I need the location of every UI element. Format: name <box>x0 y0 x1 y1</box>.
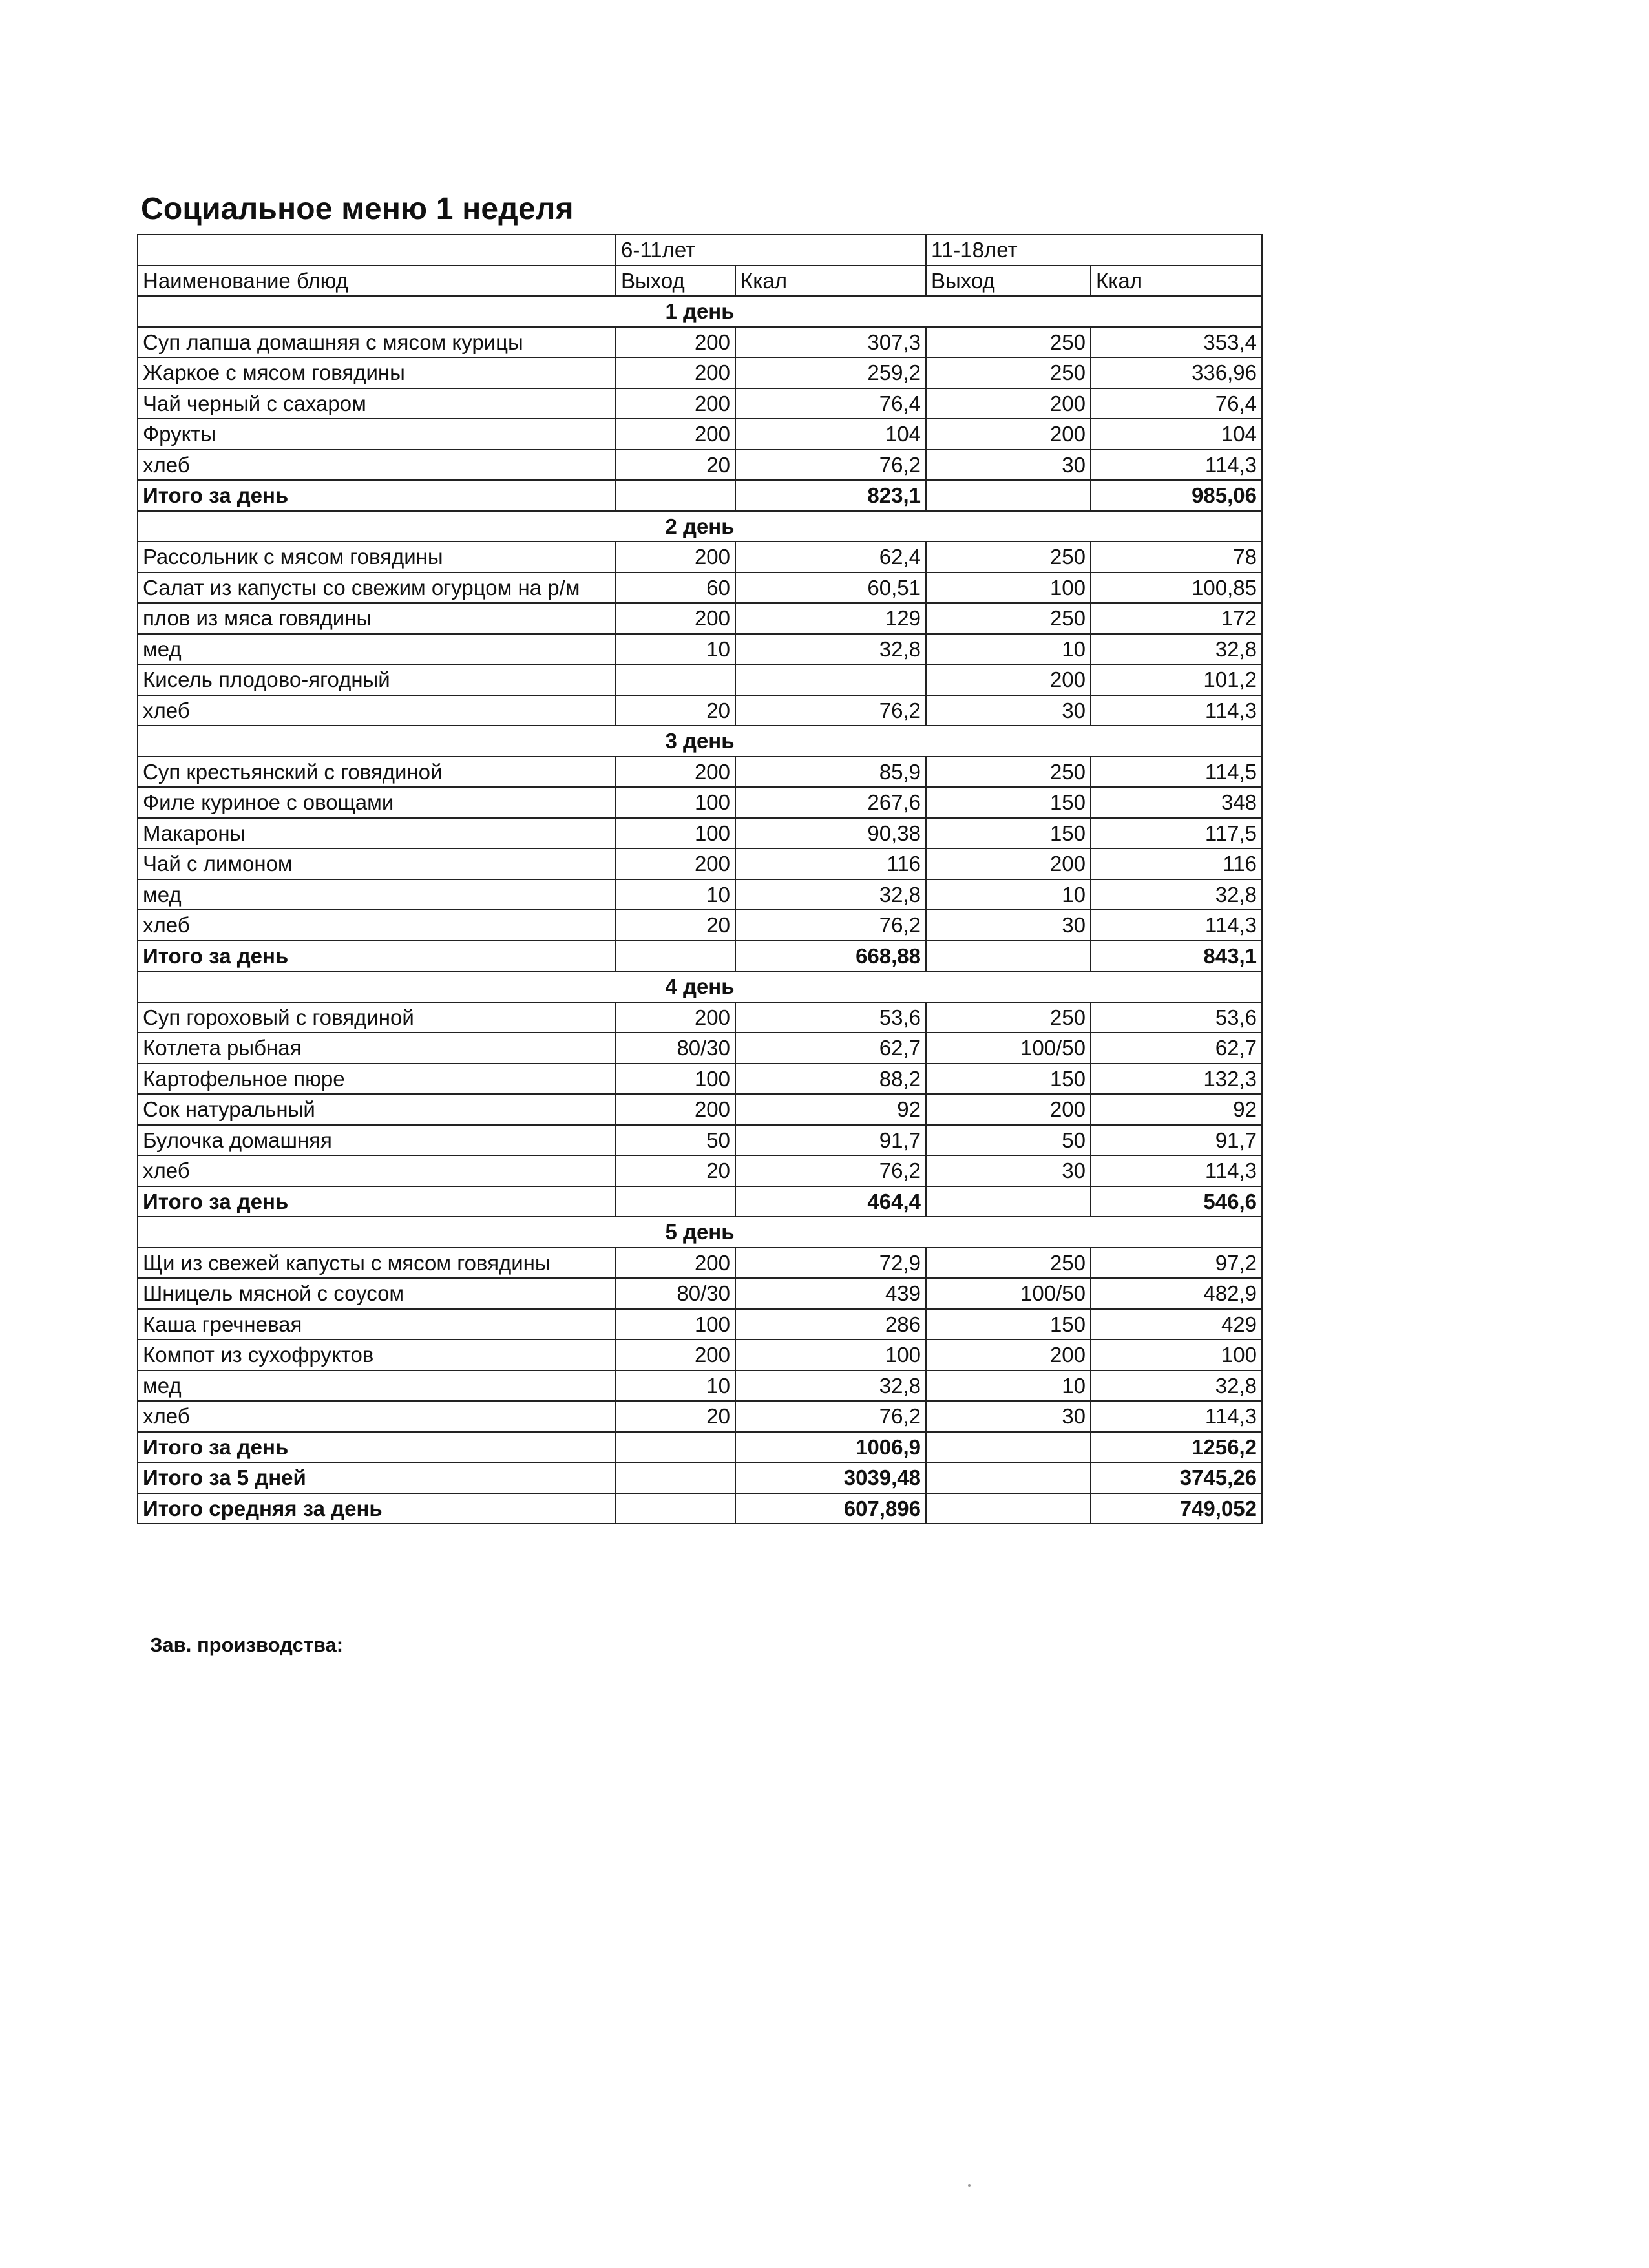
total-yield-6-11-empty <box>616 1186 735 1217</box>
age-group-11-18-header: 11-18лет <box>926 235 1262 266</box>
kcal-11-18: 92 <box>1091 1094 1262 1125</box>
day-label: 3 день <box>138 726 1262 757</box>
kcal-6-11: 32,8 <box>735 879 926 910</box>
dish-name: мед <box>138 1370 616 1402</box>
grand-total-kcal-11-18: 749,052 <box>1091 1493 1262 1524</box>
yield-11-18: 100/50 <box>926 1033 1091 1064</box>
day-total-row <box>138 1432 1262 1463</box>
kcal-header-6-11: Ккал <box>735 266 926 297</box>
kcal-6-11: 76,2 <box>735 450 926 481</box>
kcal-11-18: 32,8 <box>1091 1370 1262 1402</box>
kcal-11-18: 76,4 <box>1091 388 1262 419</box>
dish-name: мед <box>138 879 616 910</box>
yield-6-11: 200 <box>616 1094 735 1125</box>
dish-name: мед <box>138 634 616 665</box>
yield-6-11: 50 <box>616 1125 735 1156</box>
yield-11-18: 50 <box>926 1125 1091 1156</box>
yield-11-18: 150 <box>926 818 1091 849</box>
kcal-11-18: 114,3 <box>1091 910 1262 941</box>
grand-total-label: Итого за 5 дней <box>138 1462 616 1493</box>
yield-6-11: 20 <box>616 1155 735 1186</box>
kcal-11-18: 348 <box>1091 787 1262 818</box>
dish-name: Щи из свежей капусты с мясом говядины <box>138 1248 616 1279</box>
yield-6-11: 100 <box>616 818 735 849</box>
scan-speck <box>968 2184 971 2187</box>
yield-11-18: 200 <box>926 1339 1091 1370</box>
yield-6-11: 200 <box>616 1339 735 1370</box>
dish-row <box>138 1278 1262 1309</box>
dish-row <box>138 450 1262 481</box>
total-kcal-11-18: 1256,2 <box>1091 1432 1262 1463</box>
total-kcal-6-11: 668,88 <box>735 941 926 972</box>
total-label: Итого за день <box>138 1186 616 1217</box>
yield-11-18: 30 <box>926 1155 1091 1186</box>
kcal-11-18: 114,3 <box>1091 450 1262 481</box>
kcal-6-11: 90,38 <box>735 818 926 849</box>
dish-row <box>138 1309 1262 1340</box>
yield-11-18: 200 <box>926 664 1091 695</box>
kcal-6-11: 62,7 <box>735 1033 926 1064</box>
dish-name: Компот из сухофруктов <box>138 1339 616 1370</box>
grand-total-yield-6-11-empty <box>616 1493 735 1524</box>
total-label: Итого за день <box>138 1432 616 1463</box>
kcal-6-11: 60,51 <box>735 572 926 604</box>
total-label: Итого за день <box>138 941 616 972</box>
kcal-11-18: 100,85 <box>1091 572 1262 604</box>
yield-11-18: 150 <box>926 1064 1091 1095</box>
production-manager-label: Зав. производства: <box>150 1633 344 1656</box>
total-yield-11-18-empty <box>926 941 1091 972</box>
dish-row <box>138 1094 1262 1125</box>
kcal-11-18: 114,5 <box>1091 757 1262 788</box>
yield-6-11: 80/30 <box>616 1278 735 1309</box>
grand-total-kcal-6-11: 3039,48 <box>735 1462 926 1493</box>
kcal-11-18: 172 <box>1091 603 1262 634</box>
dish-name: Фрукты <box>138 419 616 450</box>
yield-6-11: 200 <box>616 757 735 788</box>
dish-name: Каша гречневая <box>138 1309 616 1340</box>
day-header-row <box>138 296 1262 327</box>
yield-11-18: 100/50 <box>926 1278 1091 1309</box>
kcal-6-11: 104 <box>735 419 926 450</box>
dish-name: Котлета рыбная <box>138 1033 616 1064</box>
dish-row <box>138 572 1262 604</box>
yield-6-11: 10 <box>616 634 735 665</box>
grand-total-row <box>138 1493 1262 1524</box>
kcal-6-11: 32,8 <box>735 634 926 665</box>
dish-name: хлеб <box>138 1401 616 1432</box>
day-label: 2 день <box>138 511 1262 542</box>
yield-6-11: 10 <box>616 1370 735 1402</box>
kcal-6-11: 53,6 <box>735 1002 926 1033</box>
dish-row <box>138 541 1262 572</box>
dish-row <box>138 1155 1262 1186</box>
kcal-11-18: 91,7 <box>1091 1125 1262 1156</box>
day-header-row <box>138 726 1262 757</box>
dish-name-header: Наименование блюд <box>138 266 616 297</box>
dish-row <box>138 327 1262 358</box>
dish-name: Кисель плодово-ягодный <box>138 664 616 695</box>
total-yield-6-11-empty <box>616 1432 735 1463</box>
kcal-6-11: 76,2 <box>735 910 926 941</box>
kcal-6-11: 76,2 <box>735 695 926 726</box>
grand-total-yield-11-18-empty <box>926 1493 1091 1524</box>
kcal-11-18: 336,96 <box>1091 357 1262 388</box>
yield-11-18: 200 <box>926 388 1091 419</box>
yield-6-11: 200 <box>616 1002 735 1033</box>
dish-row <box>138 388 1262 419</box>
kcal-6-11: 129 <box>735 603 926 634</box>
yield-11-18: 200 <box>926 848 1091 879</box>
kcal-6-11: 259,2 <box>735 357 926 388</box>
kcal-6-11: 92 <box>735 1094 926 1125</box>
kcal-11-18: 62,7 <box>1091 1033 1262 1064</box>
kcal-11-18: 104 <box>1091 419 1262 450</box>
yield-11-18: 200 <box>926 1094 1091 1125</box>
day-label: 4 день <box>138 971 1262 1002</box>
age-group-6-11-header: 6-11лет <box>616 235 926 266</box>
dish-name: хлеб <box>138 1155 616 1186</box>
dish-name: Суп крестьянский с говядиной <box>138 757 616 788</box>
kcal-6-11: 76,4 <box>735 388 926 419</box>
yield-11-18: 100 <box>926 572 1091 604</box>
dish-name: Рассольник с мясом говядины <box>138 541 616 572</box>
kcal-6-11: 76,2 <box>735 1401 926 1432</box>
kcal-6-11: 91,7 <box>735 1125 926 1156</box>
yield-11-18: 250 <box>926 357 1091 388</box>
yield-11-18: 30 <box>926 450 1091 481</box>
dish-row <box>138 357 1262 388</box>
kcal-6-11: 439 <box>735 1278 926 1309</box>
day-total-row <box>138 941 1262 972</box>
dish-row <box>138 1064 1262 1095</box>
dish-name: хлеб <box>138 450 616 481</box>
kcal-11-18: 117,5 <box>1091 818 1262 849</box>
dish-row <box>138 879 1262 910</box>
total-kcal-6-11: 823,1 <box>735 480 926 511</box>
yield-6-11: 20 <box>616 910 735 941</box>
dish-row <box>138 695 1262 726</box>
total-yield-11-18-empty <box>926 1432 1091 1463</box>
yield-11-18: 200 <box>926 419 1091 450</box>
grand-total-kcal-6-11: 607,896 <box>735 1493 926 1524</box>
grand-total-yield-6-11-empty <box>616 1462 735 1493</box>
menu-table <box>137 234 1263 1524</box>
dish-name: Макароны <box>138 818 616 849</box>
kcal-6-11: 100 <box>735 1339 926 1370</box>
dish-row <box>138 818 1262 849</box>
yield-6-11: 200 <box>616 848 735 879</box>
yield-11-18: 30 <box>926 695 1091 726</box>
dish-name: Картофельное пюре <box>138 1064 616 1095</box>
yield-11-18: 10 <box>926 879 1091 910</box>
grand-total-label: Итого средняя за день <box>138 1493 616 1524</box>
day-label: 5 день <box>138 1217 1262 1248</box>
total-kcal-6-11: 1006,9 <box>735 1432 926 1463</box>
dish-name: Филе куриное с овощами <box>138 787 616 818</box>
yield-6-11: 200 <box>616 357 735 388</box>
total-kcal-6-11: 464,4 <box>735 1186 926 1217</box>
yield-11-18: 10 <box>926 1370 1091 1402</box>
yield-11-18: 250 <box>926 327 1091 358</box>
total-yield-6-11-empty <box>616 941 735 972</box>
dish-row <box>138 1370 1262 1402</box>
yield-6-11: 200 <box>616 1248 735 1279</box>
day-total-row <box>138 480 1262 511</box>
dish-name: Суп лапша домашняя с мясом курицы <box>138 327 616 358</box>
dish-row <box>138 787 1262 818</box>
kcal-11-18: 353,4 <box>1091 327 1262 358</box>
total-kcal-11-18: 985,06 <box>1091 480 1262 511</box>
dish-row <box>138 603 1262 634</box>
dish-row <box>138 910 1262 941</box>
yield-6-11: 20 <box>616 695 735 726</box>
kcal-6-11: 76,2 <box>735 1155 926 1186</box>
kcal-11-18: 78 <box>1091 541 1262 572</box>
dish-name: Суп гороховый с говядиной <box>138 1002 616 1033</box>
yield-6-11: 200 <box>616 419 735 450</box>
kcal-6-11: 286 <box>735 1309 926 1340</box>
kcal-6-11: 116 <box>735 848 926 879</box>
yield-6-11: 80/30 <box>616 1033 735 1064</box>
kcal-11-18: 132,3 <box>1091 1064 1262 1095</box>
dish-row <box>138 757 1262 788</box>
yield-6-11: 100 <box>616 1309 735 1340</box>
total-yield-11-18-empty <box>926 480 1091 511</box>
yield-6-11: 10 <box>616 879 735 910</box>
page-title: Социальное меню 1 неделя <box>141 192 574 226</box>
yield-6-11: 20 <box>616 1401 735 1432</box>
yield-6-11: 20 <box>616 450 735 481</box>
kcal-6-11 <box>735 664 926 695</box>
yield-6-11: 200 <box>616 388 735 419</box>
yield-11-18: 250 <box>926 1002 1091 1033</box>
column-header-row <box>138 266 1262 297</box>
dish-row <box>138 664 1262 695</box>
dish-name: Шницель мясной с соусом <box>138 1278 616 1309</box>
yield-11-18: 250 <box>926 1248 1091 1279</box>
dish-row <box>138 634 1262 665</box>
kcal-6-11: 307,3 <box>735 327 926 358</box>
total-yield-6-11-empty <box>616 480 735 511</box>
yield-6-11: 200 <box>616 603 735 634</box>
yield-11-18: 150 <box>926 1309 1091 1340</box>
dish-name: Жаркое с мясом говядины <box>138 357 616 388</box>
yield-6-11: 200 <box>616 327 735 358</box>
dish-row <box>138 419 1262 450</box>
yield-11-18: 250 <box>926 541 1091 572</box>
kcal-11-18: 482,9 <box>1091 1278 1262 1309</box>
dish-name: Булочка домашняя <box>138 1125 616 1156</box>
day-header-row <box>138 971 1262 1002</box>
dish-name: Чай черный с сахаром <box>138 388 616 419</box>
age-group-header-row <box>138 235 1262 266</box>
yield-11-18: 250 <box>926 757 1091 788</box>
kcal-11-18: 116 <box>1091 848 1262 879</box>
yield-6-11: 200 <box>616 541 735 572</box>
yield-6-11: 100 <box>616 787 735 818</box>
kcal-11-18: 114,3 <box>1091 695 1262 726</box>
kcal-11-18: 114,3 <box>1091 1155 1262 1186</box>
total-kcal-11-18: 546,6 <box>1091 1186 1262 1217</box>
kcal-6-11: 32,8 <box>735 1370 926 1402</box>
kcal-header-11-18: Ккал <box>1091 266 1262 297</box>
kcal-11-18: 97,2 <box>1091 1248 1262 1279</box>
kcal-11-18: 100 <box>1091 1339 1262 1370</box>
yield-11-18: 150 <box>926 787 1091 818</box>
yield-11-18: 30 <box>926 910 1091 941</box>
kcal-11-18: 32,8 <box>1091 879 1262 910</box>
kcal-6-11: 267,6 <box>735 787 926 818</box>
blank-header-cell <box>138 235 616 266</box>
yield-6-11: 60 <box>616 572 735 604</box>
dish-name: хлеб <box>138 695 616 726</box>
yield-11-18: 30 <box>926 1401 1091 1432</box>
yield-11-18: 250 <box>926 603 1091 634</box>
kcal-6-11: 88,2 <box>735 1064 926 1095</box>
kcal-11-18: 114,3 <box>1091 1401 1262 1432</box>
yield-6-11: 100 <box>616 1064 735 1095</box>
grand-total-yield-11-18-empty <box>926 1462 1091 1493</box>
day-label: 1 день <box>138 296 1262 327</box>
day-header-row <box>138 511 1262 542</box>
total-label: Итого за день <box>138 480 616 511</box>
dish-row <box>138 1125 1262 1156</box>
dish-row <box>138 1339 1262 1370</box>
yield-11-18: 10 <box>926 634 1091 665</box>
dish-name: Салат из капусты со свежим огурцом на р/м <box>138 572 616 604</box>
dish-name: плов из мяса говядины <box>138 603 616 634</box>
kcal-11-18: 32,8 <box>1091 634 1262 665</box>
kcal-11-18: 53,6 <box>1091 1002 1262 1033</box>
dish-row <box>138 1033 1262 1064</box>
dish-row <box>138 1248 1262 1279</box>
dish-row <box>138 1002 1262 1033</box>
yield-6-11 <box>616 664 735 695</box>
grand-total-kcal-11-18: 3745,26 <box>1091 1462 1262 1493</box>
dish-name: Сок натуральный <box>138 1094 616 1125</box>
dish-row <box>138 1401 1262 1432</box>
yield-header-11-18: Выход <box>926 266 1091 297</box>
grand-total-row <box>138 1462 1262 1493</box>
kcal-11-18: 101,2 <box>1091 664 1262 695</box>
day-total-row <box>138 1186 1262 1217</box>
kcal-6-11: 72,9 <box>735 1248 926 1279</box>
dish-name: Чай с лимоном <box>138 848 616 879</box>
kcal-11-18: 429 <box>1091 1309 1262 1340</box>
total-yield-11-18-empty <box>926 1186 1091 1217</box>
dish-name: хлеб <box>138 910 616 941</box>
day-header-row <box>138 1217 1262 1248</box>
kcal-6-11: 62,4 <box>735 541 926 572</box>
yield-header-6-11: Выход <box>616 266 735 297</box>
kcal-6-11: 85,9 <box>735 757 926 788</box>
dish-row <box>138 848 1262 879</box>
total-kcal-11-18: 843,1 <box>1091 941 1262 972</box>
